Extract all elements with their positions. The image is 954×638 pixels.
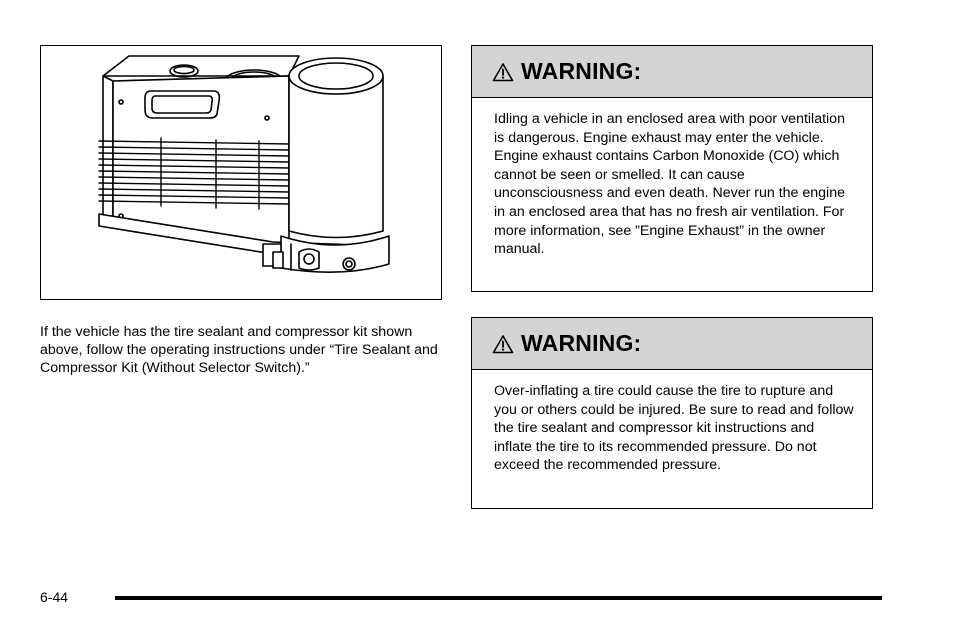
instructions-paragraph: If the vehicle has the tire sealant and compressor kit shown above, follow the operating instructions under “Tire Sealant and Compressor Kit (Without Selector Switch).” [40, 324, 438, 377]
compressor-kit-illustration [41, 46, 441, 298]
compressor-kit-figure [40, 45, 442, 300]
footer-rule [115, 596, 882, 600]
page-number: 6-44 [40, 589, 69, 605]
warning-text: Over-inflating a tire could cause the tire to rupture and you or others could be injured. Be sure to read and follow the tire sealant and compressor kit instructions and inflate the tire to its recommended pressure. Do not exceed the recommended pressure. [494, 383, 854, 474]
warning-title: WARNING: [521, 330, 642, 356]
warning-triangle-icon [492, 334, 514, 354]
warning-box-exhaust [471, 45, 873, 292]
warning-header [472, 46, 872, 98]
warning-header [472, 318, 872, 370]
warning-title: WARNING: [521, 58, 642, 84]
warning-box-overinflation [471, 317, 873, 509]
warning-text: Idling a vehicle in an enclosed area with poor ventilation is dangerous. Engine exhaust may enter the vehicle. Engine exhaust contains Carbon Monoxide (CO) which cannot be seen or smelled. It can cause unconsciousness and even death. Never run the engine in an enclosed area that has no fresh air ventilation. For more information, see ”Engine Exhaust” in the owner manual. [494, 111, 845, 258]
warning-triangle-icon [492, 62, 514, 82]
